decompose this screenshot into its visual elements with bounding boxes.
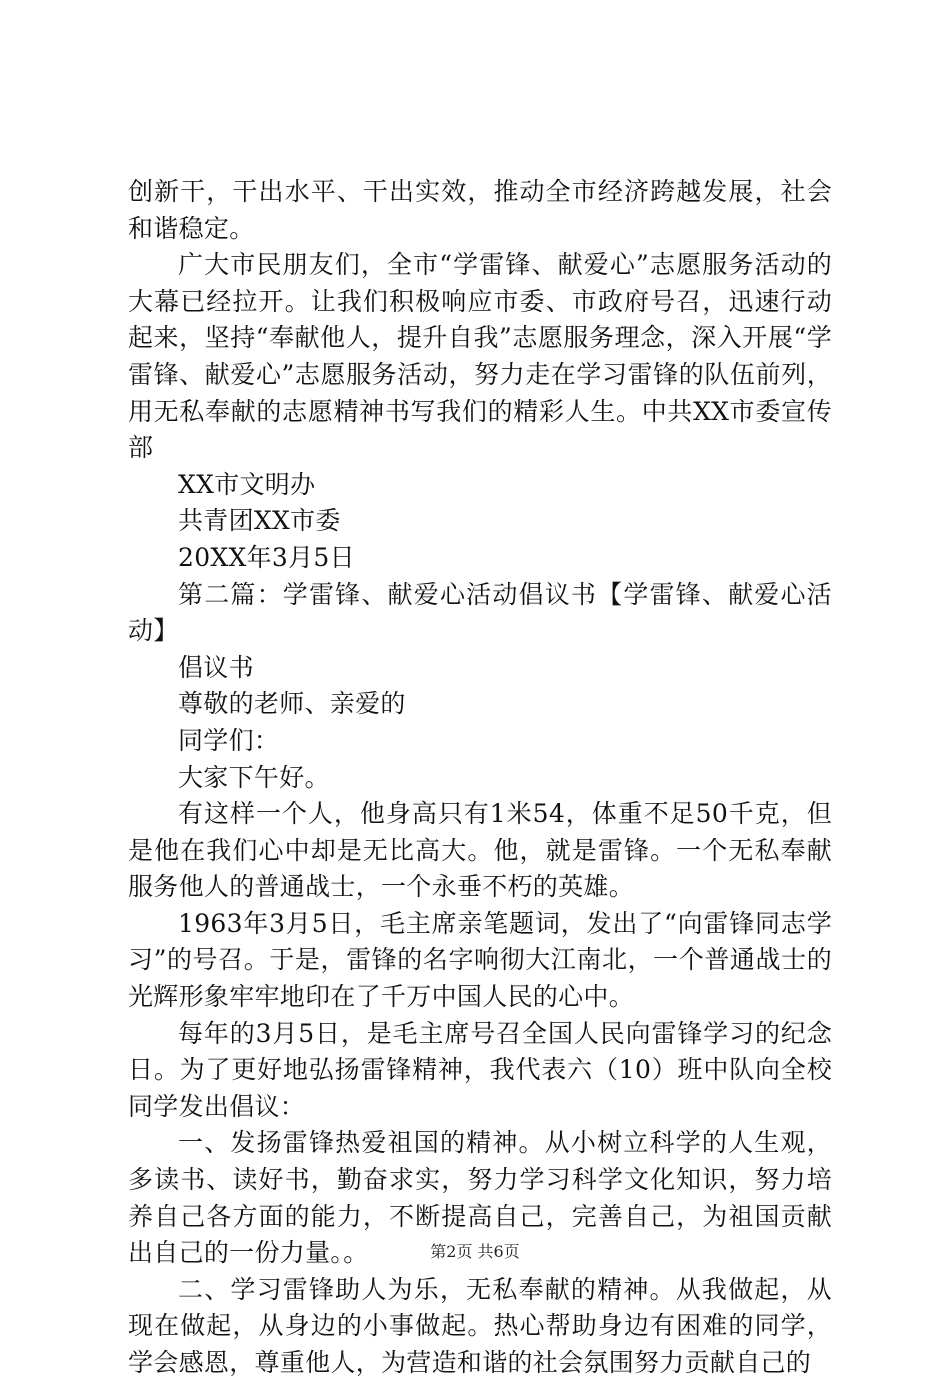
date-line: 20XX年3月5日 xyxy=(178,542,355,572)
paragraph: 创新干，干出水平、干出实效，推动全市经济跨越发展，社会和谐稳定。 xyxy=(128,177,832,243)
greeting: 大家下午好。 xyxy=(178,762,330,792)
salutation: 尊敬的老师、亲爱的 xyxy=(178,689,406,719)
document-title: 倡议书 xyxy=(178,652,254,682)
signature-line: 共青团XX市委 xyxy=(178,506,341,536)
page-footer xyxy=(0,1242,950,1262)
page-number: 第2页 共6页 xyxy=(430,1242,520,1261)
paragraph: 有这样一个人，他身高只有1米54，体重不足50千克，但是他在我们心中却是无比高大。他，就是雷锋。一个无私奉献服务他人的普通战士，一个永垂不朽的英雄。 xyxy=(128,799,832,902)
paragraph: 每年的3月5日，是毛主席号召全国人民向雷锋学习的纪念日。为了更好地弘扬雷锋精神，我代表六（10）班中队向全校同学发出倡议： xyxy=(128,1018,832,1121)
document-body xyxy=(128,174,832,1382)
paragraph: 1963年3月5日，毛主席亲笔题词，发出了“向雷锋同志学习”的号召。于是，雷锋的名字响彻大江南北，一个普通战士的光辉形象牢牢地印在了千万中国人民的心中。 xyxy=(128,908,832,1012)
signature-line: XX市文明办 xyxy=(178,469,316,499)
proposal-item: 一、发扬雷锋热爱祖国的精神。从小树立科学的人生观，多读书、读好书，勤奋求实，努力学习科学文化知识，努力培养自己各方面的能力，不断提高自己，完善自己，为祖国贡献出自己的一份力量。。 xyxy=(128,1128,832,1268)
proposal-item: 二、学习雷锋助人为乐，无私奉献的精神。从我做起，从现在做起，从身边的小事做起。热心帮助身边有困难的同学，学会感恩，尊重他人，为营造和谐的社会氛围努力贡献自己的 xyxy=(128,1274,832,1377)
section-heading: 第二篇：学雷锋、献爱心活动倡议书【学雷锋、献爱心活动】 xyxy=(128,579,832,646)
paragraph: 广大市民朋友们，全市“学雷锋、献爱心”志愿服务活动的大幕已经拉开。让我们积极响应市委、市政府号召，迅速行动起来，坚持“奉献他人，提升自我”志愿服务理念，深入开展“学雷锋、献爱心”志愿服务活动，努力走在学习雷锋的队伍前列，用无私奉献的志愿精神书写我们的精彩人生。中共XX市委宣传部 xyxy=(128,250,832,463)
salutation: 同学们： xyxy=(178,725,280,755)
